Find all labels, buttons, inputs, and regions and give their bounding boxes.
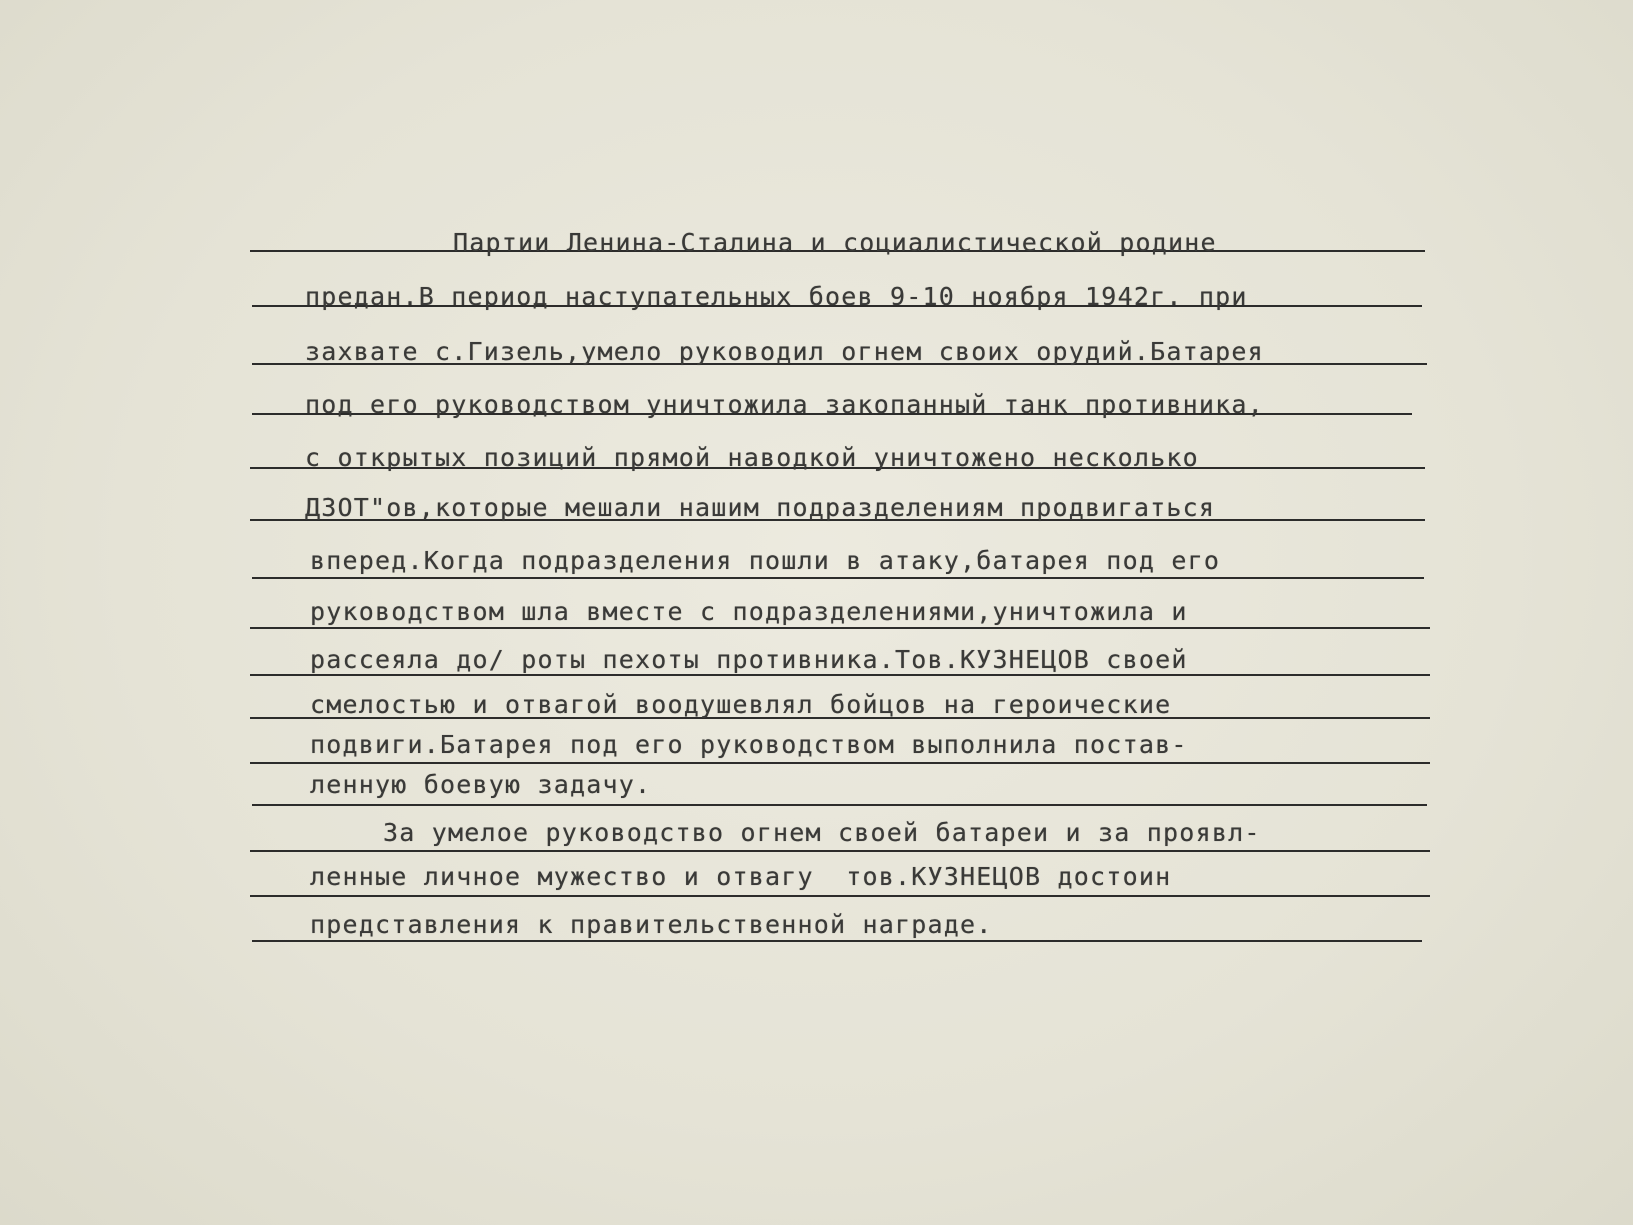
ruled-line xyxy=(250,850,1430,852)
ruled-line xyxy=(250,895,1430,897)
text-line-8: руководством шла вместе с подразделениями,уничтожила и xyxy=(310,597,1188,626)
ruled-line xyxy=(252,577,1424,579)
ruled-line xyxy=(250,762,1430,764)
text-line-12: ленную боевую задачу. xyxy=(310,770,652,799)
ruled-line xyxy=(252,804,1427,806)
text-line-4: под его руководством уничтожила закопанный танк противника, xyxy=(305,390,1264,419)
text-line-3: захвате с.Гизель,умело руководил огнем своих орудий.Батарея xyxy=(305,337,1264,366)
ruled-line xyxy=(252,940,1422,942)
text-line-9: рассеяла до/ роты пехоты противника.Тов.КУЗНЕЦОВ своей xyxy=(310,645,1188,674)
text-line-6: ДЗОТ"ов,которые мешали нашим подразделениям продвигаться xyxy=(305,493,1216,522)
text-line-11: подвиги.Батарея под его руководством выполнила постав- xyxy=(310,730,1188,759)
ruled-line xyxy=(250,627,1430,629)
text-line-13: За умелое руководство огнем своей батареи и за проявл- xyxy=(383,818,1261,847)
text-line-1: Партии Ленина-Сталина и социалистической родине xyxy=(453,228,1217,257)
text-line-2: предан.В период наступательных боев 9-10 ноября 1942г. при xyxy=(305,282,1248,311)
text-line-5: с открытых позиций прямой наводкой уничтожено несколько xyxy=(305,443,1199,472)
text-line-7: вперед.Когда подразделения пошли в атаку,батарея под его xyxy=(310,546,1221,575)
text-line-10: смелостью и отвагой воодушевлял бойцов на героические xyxy=(310,690,1172,719)
text-line-15: представления к правительственной награде. xyxy=(310,910,993,939)
text-line-14: ленные личное мужество и отвагу тов.КУЗНЕЦОВ достоин xyxy=(310,862,1172,891)
